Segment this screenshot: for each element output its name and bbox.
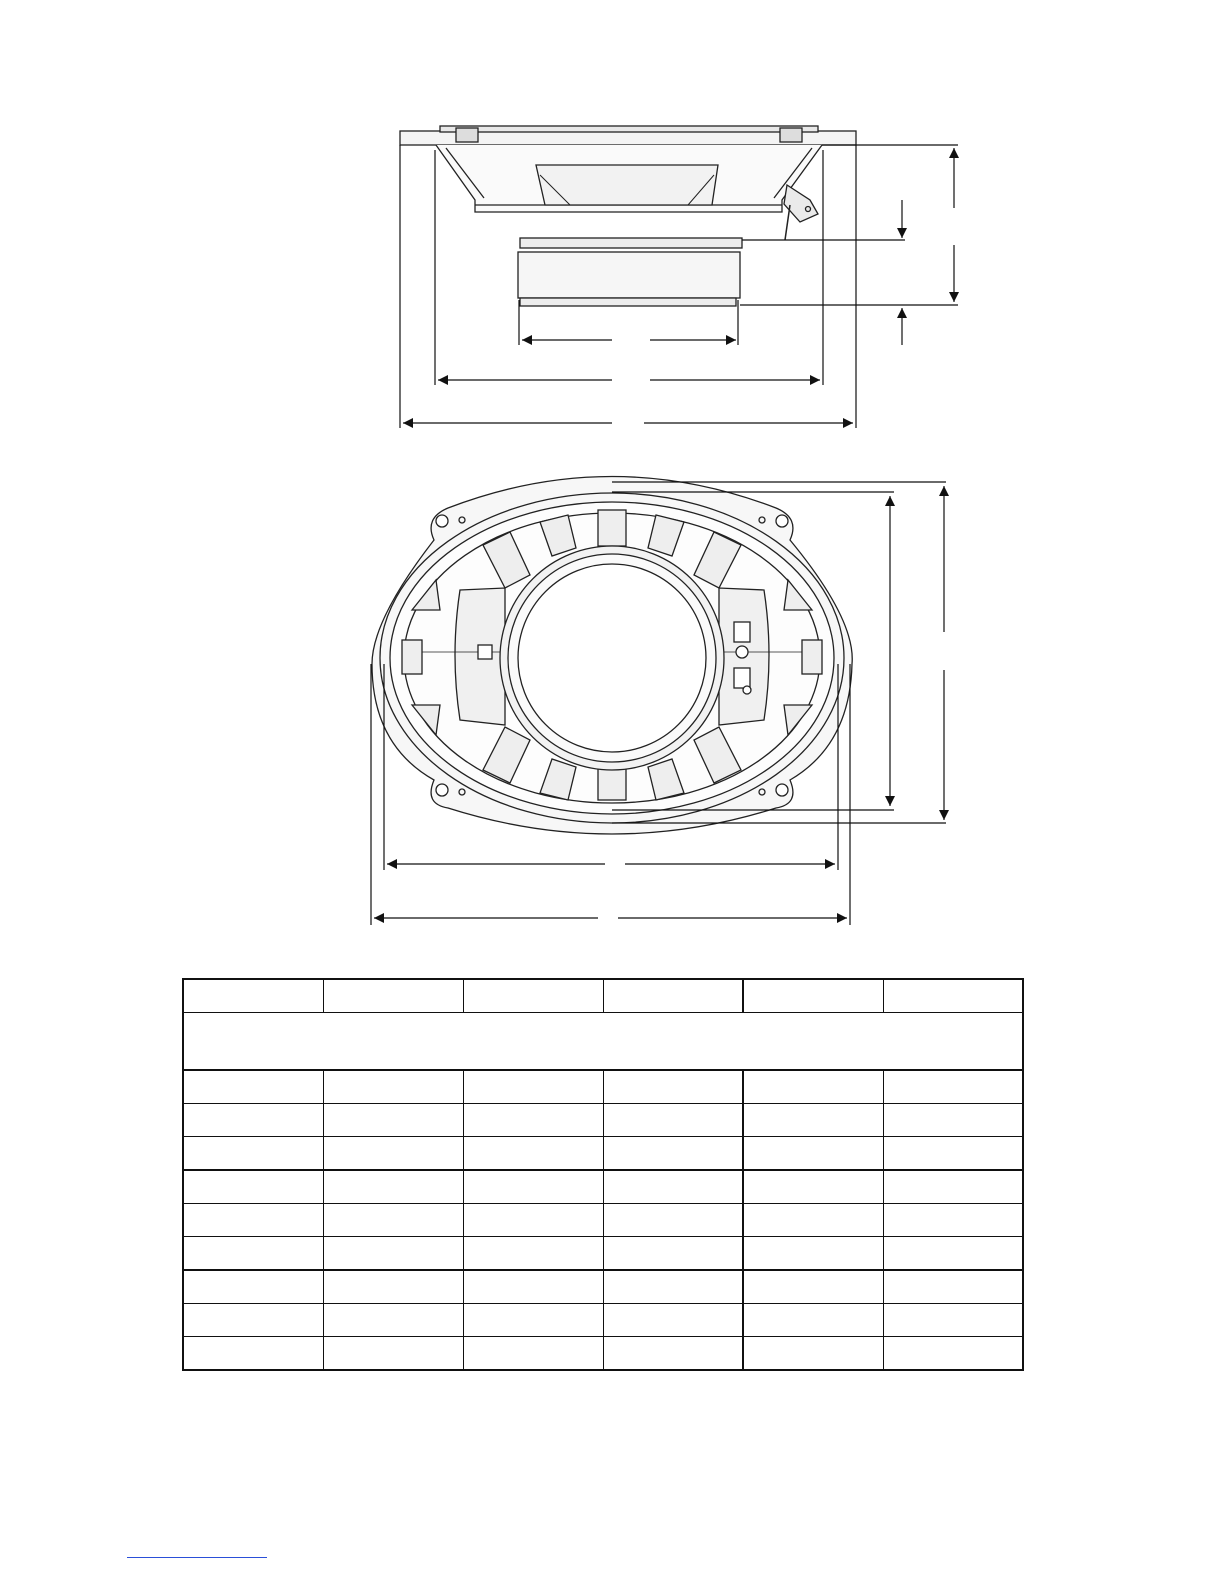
table-cell [183,1070,323,1104]
table-cell [323,1337,463,1371]
side-back-plate [520,298,736,306]
table-cell [183,1204,323,1237]
table-cell [883,1170,1023,1204]
speaker-side-view [400,126,856,306]
table-cell [323,1170,463,1204]
speaker-front-view [372,477,852,835]
table-cell [463,1304,603,1337]
table-cell [883,1237,1023,1271]
table-cell [463,1204,603,1237]
table-cell [603,1137,743,1171]
table-section-row [183,1013,1023,1071]
table-cell [603,1337,743,1371]
table-cell [603,979,743,1013]
table-cell [323,1104,463,1137]
table-cell [183,1137,323,1171]
table-cell [743,1170,883,1204]
table-cell [323,979,463,1013]
table-cell [323,1237,463,1271]
table-cell [463,1104,603,1137]
table-cell [743,1204,883,1237]
table-cell [883,1304,1023,1337]
table-cell [603,1270,743,1304]
table-row [183,1237,1023,1271]
table-cell [183,1170,323,1204]
table-row [183,1204,1023,1237]
section-title [183,1013,1023,1071]
table-cell [183,1270,323,1304]
table-cell [463,1137,603,1171]
table-cell [183,1337,323,1371]
side-top-plate [520,238,742,248]
table-row [183,1170,1023,1204]
table-cell [743,1137,883,1171]
table-cell [323,1204,463,1237]
table-row [183,1070,1023,1104]
table-header-row [183,979,1023,1013]
table-cell [603,1170,743,1204]
table-cell [883,979,1023,1013]
table-cell [743,1070,883,1104]
table-cell [743,1304,883,1337]
table-row [183,1270,1023,1304]
table-row [183,1104,1023,1137]
table-cell [463,1270,603,1304]
table-cell [743,979,883,1013]
table-cell [743,1104,883,1137]
footer-link[interactable] [127,1556,267,1558]
table-cell [183,1304,323,1337]
table-row [183,1304,1023,1337]
table-cell [603,1304,743,1337]
table-cell [883,1270,1023,1304]
table-cell [743,1237,883,1271]
table-cell [743,1270,883,1304]
table-cell [323,1270,463,1304]
table-cell [463,1070,603,1104]
table-cell [463,1337,603,1371]
table-cell [883,1204,1023,1237]
table-cell [743,1337,883,1371]
table-cell [183,979,323,1013]
table-cell [183,1237,323,1271]
table-row [183,1137,1023,1171]
table-cell [463,1170,603,1204]
table-cell [323,1137,463,1171]
table-cell [883,1104,1023,1137]
spec-table [182,978,1024,1371]
table-cell [603,1237,743,1271]
table-cell [323,1304,463,1337]
table-cell [183,1104,323,1137]
table-cell [603,1104,743,1137]
table-cell [323,1070,463,1104]
table-cell [883,1337,1023,1371]
magnet-inner [518,564,706,752]
table-cell [603,1204,743,1237]
side-magnet [518,252,740,298]
table-row [183,1337,1023,1371]
table-cell [463,1237,603,1271]
table-cell [883,1070,1023,1104]
table-cell [603,1070,743,1104]
table-cell [883,1137,1023,1171]
terminal-icon [784,185,818,240]
table-cell [463,979,603,1013]
